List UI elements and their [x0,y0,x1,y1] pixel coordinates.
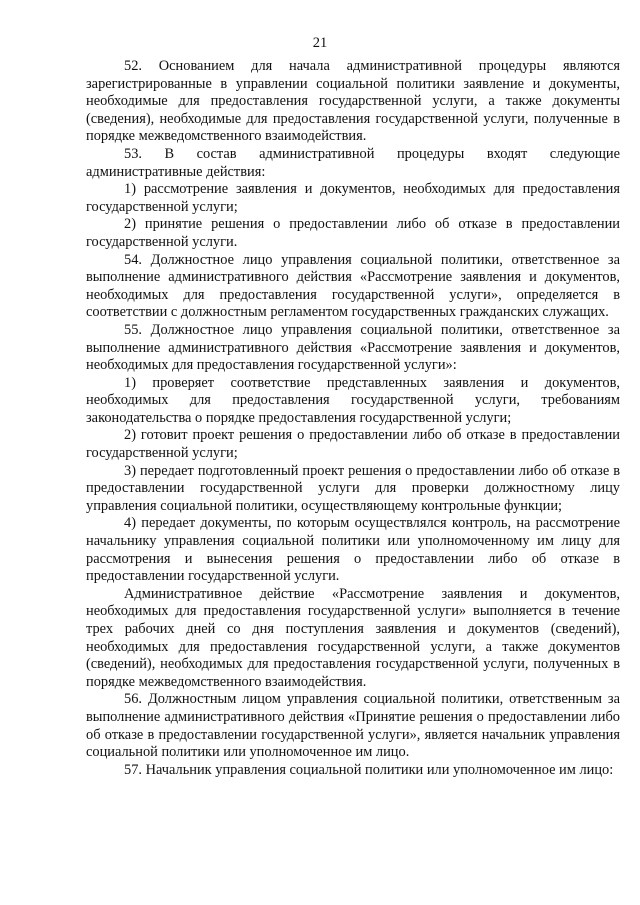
paragraph-57: 57. Начальник управления социальной политики или уполномоченное им лицо: [124,761,614,778]
paragraph-53-item-1: 1) рассмотрение заявления и документов, необходимых для предоставления государственной услуги; [86,181,620,215]
paragraph-53: 53. В состав административной процедуры входят следующие административные действия: [86,145,620,180]
body-text [86,58,620,779]
paragraph-54: 54. Должностное лицо управления социальной политики, ответственное за выполнение административного действия «Рассмотрение заявления и документов, необходимых для предоставления государственной услуги», определяется в соответствии с должностным регламентом государственных гражданских служащих. [86,251,620,321]
page-number: 21 [312,35,328,51]
paragraph-55-item-3: 3) передает подготовленный проект решения о предоставлении либо об отказе в предоставлении государственной услуги для проверки должностному лицу управления социальной политики, осуществляющему контрольные функции; [86,462,620,514]
paragraph-55: 55. Должностное лицо управления социальной политики, ответственное за выполнение административного действия «Рассмотрение заявления и документов, необходимых для предоставления государственной услуги»: [86,321,620,374]
paragraph-55-item-1: 1) проверяет соответствие представленных заявления и документов, необходимых для предоставления государственной услуги, требованиям законодательства о порядке предоставления государственной услуги; [86,374,620,426]
paragraph-55-item-4: 4) передает документы, по которым осуществлялся контроль, на рассмотрение начальнику управления социальной политики или уполномоченному им лицу для рассмотрения и вынесения решения о предоставлении либо об отказе в предоставлении государственной услуги. [86,515,620,585]
paragraph-55-timing: Административное действие «Рассмотрение заявления и документов, необходимых для предоставления государственной услуги» выполняется в течение трех рабочих дней со дня поступления заявления и документов (сведений), необходимых для предоставления государственной услуги, а также документов (сведений), необходимых для предоставления государственной услуги, полученных в порядке межведомственного взаимодействия. [86,585,620,690]
paragraph-52: 52. Основанием для начала административной процедуры являются зарегистрированные в управлении социальной политики заявление и документы, необходимые для предоставления государственной услуги, а также документы (сведения), необходимые для предоставления государственной услуги, полученные в порядке межведомственного взаимодействия. [86,58,620,145]
paragraph-55-item-2: 2) готовит проект решения о предоставлении либо об отказе в предоставлении государственной услуги; [86,427,620,462]
paragraph-53-item-2: 2) принятие решения о предоставлении либо об отказе в предоставлении государственной услуги. [86,216,620,250]
paragraph-56: 56. Должностным лицом управления социальной политики, ответственным за выполнение административного действия «Принятие решения о предоставлении либо об отказе в предоставлении государственной услуги», является начальник управления социальной политики или уполномоченное им лицо. [86,691,620,761]
